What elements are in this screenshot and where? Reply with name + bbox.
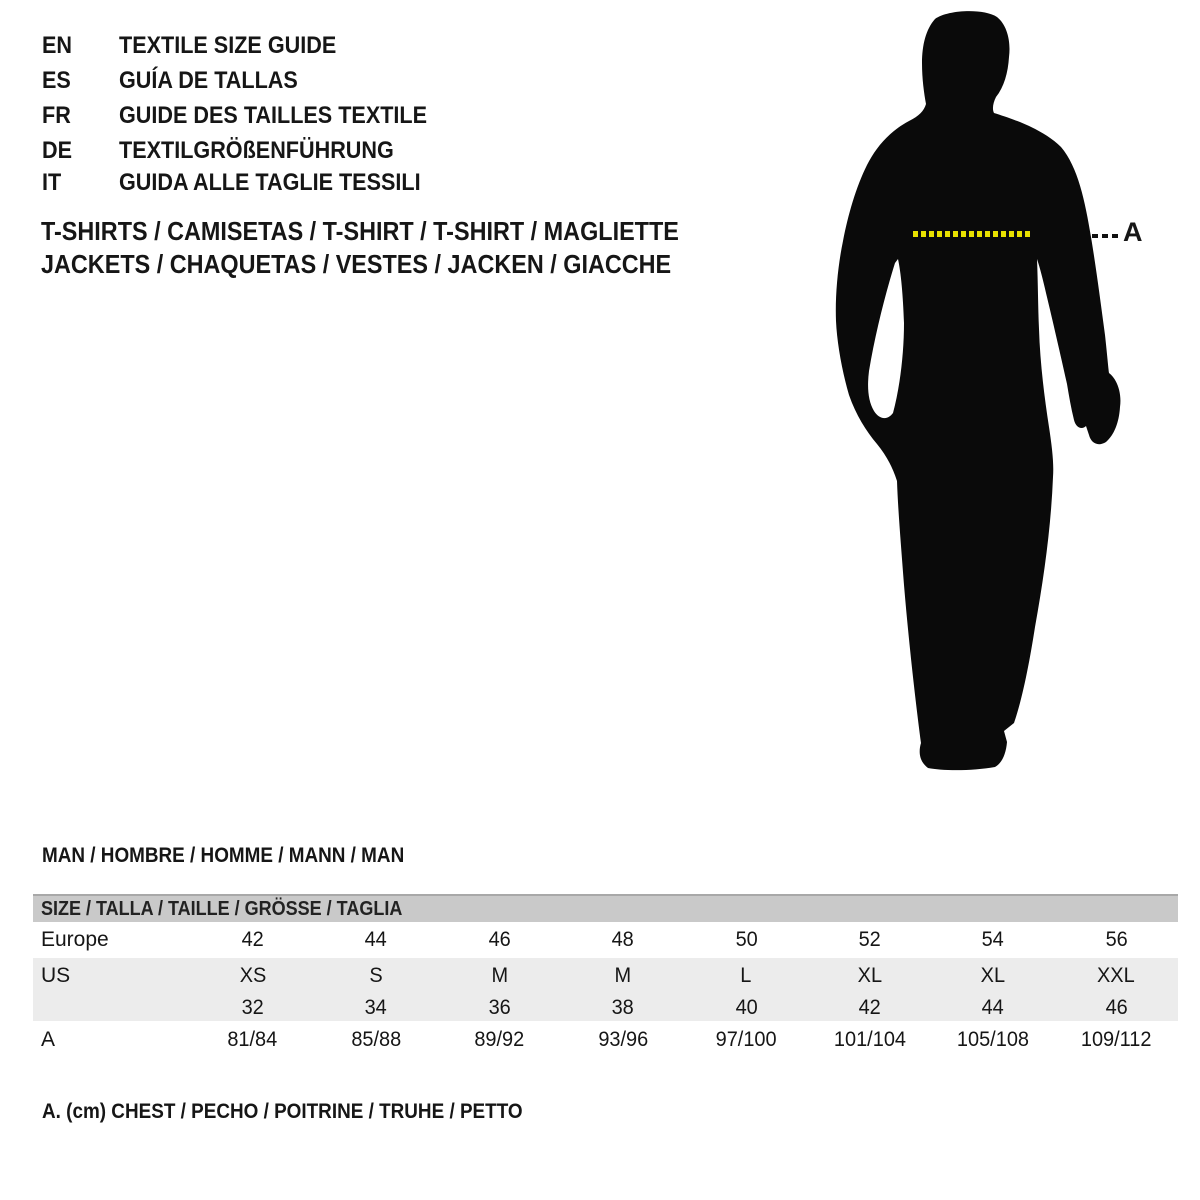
table-cell: 101/104 — [833, 1028, 906, 1051]
size-table-header-text: SIZE / TALLA / TAILLE / GRÖSSE / TAGLIA — [41, 897, 403, 920]
table-cell: S — [369, 964, 383, 987]
table-cell: 97/100 — [715, 1028, 777, 1051]
man-silhouette-figure — [835, 5, 1125, 775]
lang-code-de: DE — [42, 137, 73, 164]
table-cell: 34 — [364, 995, 388, 1019]
table-row-us-numeric — [33, 994, 1178, 1021]
table-cell: 42 — [241, 928, 264, 951]
table-cell: 42 — [858, 995, 881, 1019]
row-label: A — [41, 1028, 56, 1051]
table-cell: 81/84 — [227, 1028, 278, 1051]
table-cell: 44 — [981, 995, 1005, 1019]
row-label: US — [41, 964, 71, 987]
table-row-chest-cm — [33, 1021, 1178, 1059]
lang-label-en: TEXTILE SIZE GUIDE — [119, 32, 337, 59]
measure-point-label: A — [1123, 217, 1143, 247]
table-cell: L — [740, 964, 752, 987]
size-table-header — [33, 894, 1178, 922]
chest-measure-line — [913, 231, 1031, 237]
table-cell: XS — [239, 964, 266, 987]
table-cell: 85/88 — [351, 1028, 402, 1051]
lang-label-de: TEXTILGRÖßENFÜHRUNG — [119, 137, 394, 164]
table-cell: 50 — [735, 928, 758, 951]
lang-code-en: EN — [42, 32, 73, 59]
table-cell: 56 — [1105, 928, 1128, 951]
table-cell: 40 — [735, 995, 758, 1019]
table-cell: 105/108 — [956, 1028, 1029, 1051]
lang-code-it: IT — [42, 169, 62, 196]
lang-label-it: GUIDA ALLE TAGLIE TESSILI — [119, 169, 421, 196]
lang-code-es: ES — [42, 67, 71, 94]
measure-footnote: A. (cm) CHEST / PECHO / POITRINE / TRUHE / PETTO — [42, 1100, 523, 1123]
table-cell: 38 — [611, 995, 634, 1019]
table-cell: 46 — [1105, 995, 1128, 1019]
table-cell: 93/96 — [597, 1028, 648, 1051]
table-cell: 54 — [981, 928, 1005, 951]
lang-label-fr: GUIDE DES TAILLES TEXTILE — [119, 102, 428, 129]
table-cell: XXL — [1097, 964, 1136, 987]
table-row-europe — [33, 922, 1178, 958]
table-cell: M — [614, 964, 632, 987]
table-cell: 46 — [488, 928, 511, 951]
size-table — [33, 894, 1178, 1059]
table-row-us — [33, 958, 1178, 994]
measure-connector-line — [1092, 234, 1119, 238]
table-cell: 109/112 — [1080, 1028, 1152, 1051]
table-cell: 48 — [611, 928, 634, 951]
table-cell: 52 — [858, 928, 881, 951]
man-silhouette-icon — [835, 5, 1125, 775]
table-cell: 89/92 — [474, 1028, 525, 1051]
table-cell: 44 — [364, 928, 388, 951]
category-line-tshirts: T-SHIRTS / CAMISETAS / T-SHIRT / T-SHIRT / MAGLIETTE — [41, 216, 679, 246]
row-label: Europe — [41, 928, 109, 951]
table-cell: 32 — [241, 995, 264, 1019]
table-cell: XL — [857, 964, 882, 987]
lang-code-fr: FR — [42, 102, 71, 129]
section-title-man: MAN / HOMBRE / HOMME / MANN / MAN — [42, 844, 405, 867]
category-line-jackets: JACKETS / CHAQUETAS / VESTES / JACKEN / GIACCHE — [41, 249, 672, 279]
table-cell: M — [491, 964, 508, 987]
table-cell: 36 — [488, 995, 511, 1019]
lang-label-es: GUÍA DE TALLAS — [119, 67, 298, 94]
table-cell: XL — [980, 964, 1006, 987]
